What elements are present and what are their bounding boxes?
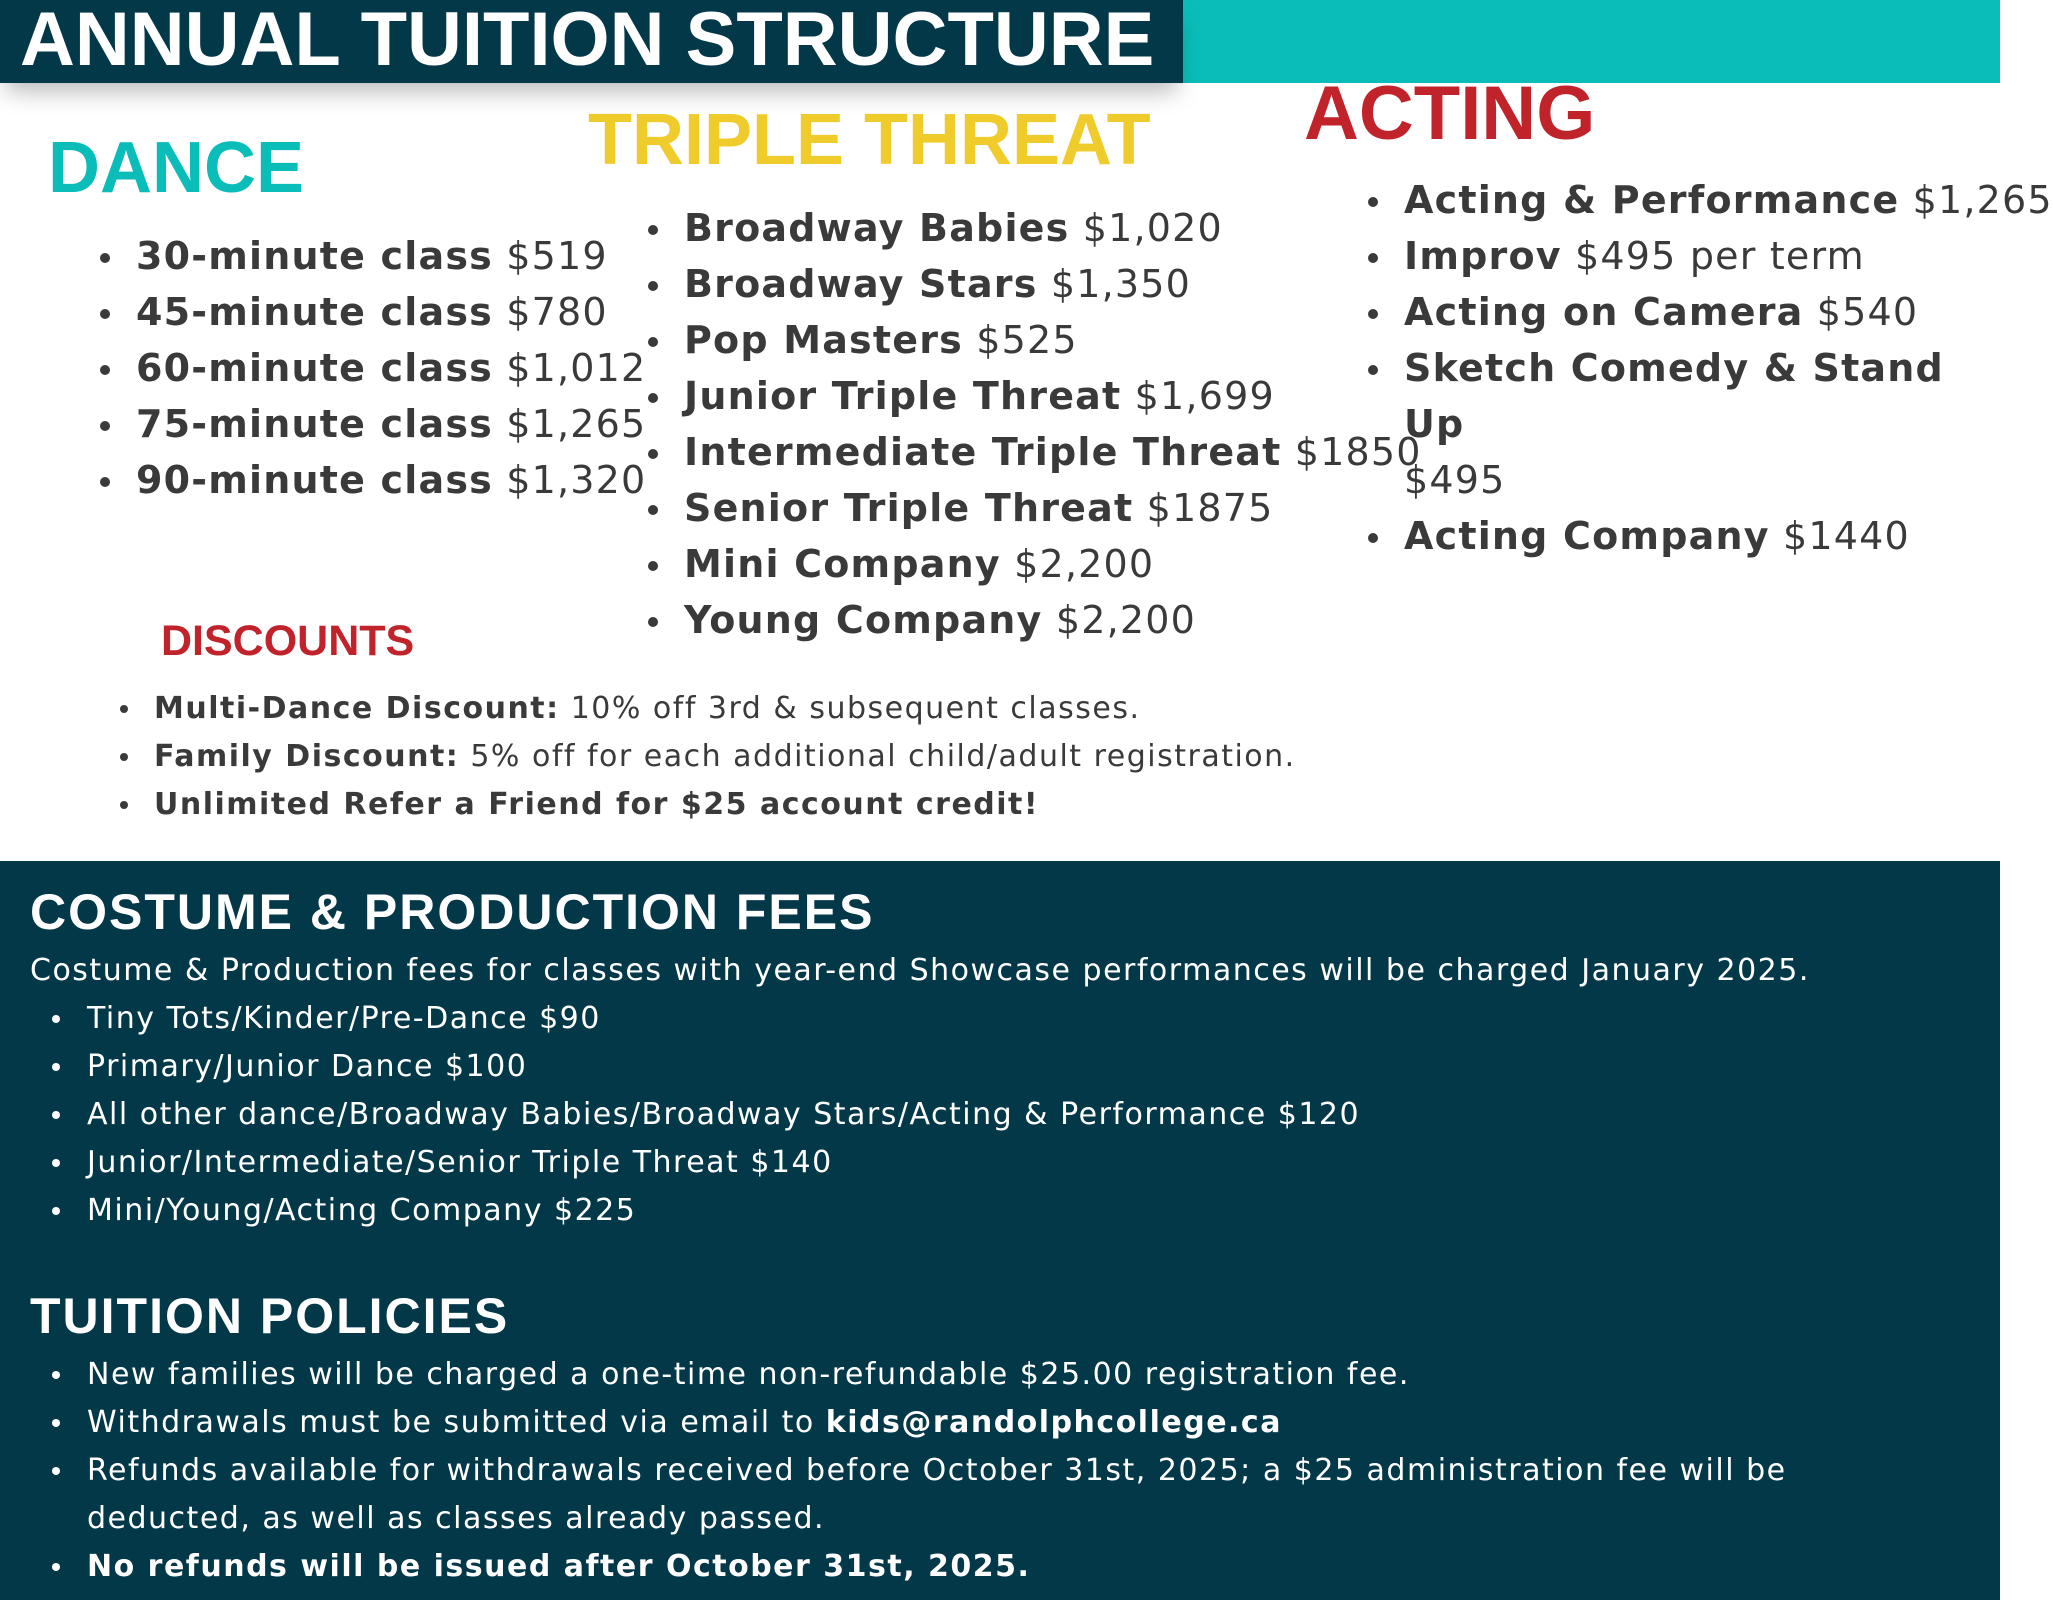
acting-heading: ACTING: [1304, 71, 1596, 156]
class-name: Acting on Camera: [1404, 290, 1804, 334]
class-name: 30-minute class: [136, 234, 493, 278]
discount-label: Family Discount:: [154, 739, 460, 774]
list-item: Junior/Intermediate/Senior Triple Threat $140: [30, 1139, 1360, 1187]
list-item: [96, 452, 646, 508]
class-name: 75-minute class: [136, 402, 493, 446]
class-name: Pop Masters: [684, 318, 963, 362]
withdrawal-text: Withdrawals must be submitted via email to: [87, 1405, 815, 1440]
class-price: $540: [1816, 290, 1919, 334]
discounts-heading: DISCOUNTS: [161, 617, 415, 665]
costume-fees-heading: COSTUME & PRODUCTION FEES: [30, 884, 875, 940]
list-item: [96, 396, 646, 452]
class-price: $1,699: [1134, 374, 1275, 418]
class-name: Broadway Babies: [684, 206, 1070, 250]
class-name: Intermediate Triple Threat: [684, 430, 1282, 474]
list-item: Primary/Junior Dance $100: [30, 1043, 1360, 1091]
tuition-policies-heading: TUITION POLICIES: [30, 1288, 510, 1344]
list-item: All other dance/Broadway Babies/Broadway Stars/Acting & Performance $120: [30, 1091, 1360, 1139]
list-item: [96, 284, 646, 340]
acting-price-list: [1364, 172, 2053, 564]
list-item: [644, 592, 1422, 648]
costume-fees-intro: Costume & Production fees for classes with year-end Showcase performances will be charged January 2025.: [30, 953, 1810, 988]
list-item: [1364, 508, 2053, 564]
class-name: 90-minute class: [136, 458, 493, 502]
class-price: $1,350: [1050, 262, 1192, 306]
class-name: Mini Company: [684, 542, 1001, 586]
discount-list: [116, 685, 1296, 829]
tuition-policies-list: [30, 1351, 1847, 1591]
list-item: [30, 1399, 1847, 1447]
dance-heading: DANCE: [48, 128, 305, 208]
class-price: $525: [976, 318, 1078, 362]
class-price: $1,265: [506, 402, 647, 446]
dance-price-list: [96, 228, 646, 508]
list-item: [644, 312, 1422, 368]
triple-threat-price-list: [644, 200, 1422, 648]
list-item: [116, 781, 1296, 829]
discount-text: 10% off 3rd & subsequent classes.: [570, 691, 1141, 726]
list-item: [96, 228, 646, 284]
discount-label: Unlimited Refer a Friend for $25 account credit!: [154, 787, 1040, 822]
class-name: Broadway Stars: [684, 262, 1038, 306]
class-price: $1,320: [506, 458, 647, 502]
withdrawal-email-link[interactable]: kids@randolphcollege.ca: [825, 1405, 1282, 1440]
costume-fees-list: [30, 995, 1360, 1235]
class-price: $1,265: [1912, 178, 2053, 222]
class-price: $1440: [1782, 514, 1910, 558]
list-item: [644, 368, 1422, 424]
list-item: [30, 1543, 1847, 1591]
class-price: $780: [506, 290, 608, 334]
class-name: Sketch Comedy & Stand Up: [1404, 346, 1944, 446]
class-name: Improv: [1404, 234, 1562, 278]
list-item: [1364, 284, 2053, 340]
class-name: 60-minute class: [136, 346, 493, 390]
list-item: Tiny Tots/Kinder/Pre-Dance $90: [30, 995, 1360, 1043]
list-item: [116, 685, 1296, 733]
list-item: [96, 340, 646, 396]
discount-label: Multi-Dance Discount:: [154, 691, 560, 726]
class-name: Junior Triple Threat: [684, 374, 1122, 418]
class-price: $2,200: [1055, 598, 1196, 642]
class-price: $1875: [1146, 486, 1274, 530]
class-price: $1,020: [1082, 206, 1223, 250]
list-item: [1364, 228, 2053, 284]
class-name: Acting & Performance: [1404, 178, 1900, 222]
list-item: New families will be charged a one-time non-refundable $25.00 registration fee.: [30, 1351, 1847, 1399]
class-price: $495: [1404, 458, 1506, 502]
list-item: [644, 200, 1422, 256]
class-name: Young Company: [684, 598, 1043, 642]
list-item: [1364, 340, 1964, 508]
class-name: Senior Triple Threat: [684, 486, 1134, 530]
list-item: Refunds available for withdrawals received before October 31st, 2025; a $25 administration fee will be deducted, as well as classes already passed.: [30, 1447, 1847, 1543]
class-price: $519: [506, 234, 608, 278]
list-item: Mini/Young/Acting Company $225: [30, 1187, 1360, 1235]
fees-and-policies-panel: [0, 861, 2000, 1600]
list-item: [116, 733, 1296, 781]
class-name: 45-minute class: [136, 290, 493, 334]
class-price: $1850: [1294, 430, 1422, 474]
list-item: [644, 256, 1422, 312]
list-item: [644, 424, 1422, 480]
class-price: $495 per term: [1575, 234, 1865, 278]
class-price: $1,012: [506, 346, 647, 390]
page-title: ANNUAL TUITION STRUCTURE: [20, 0, 1155, 82]
no-refunds-notice: No refunds will be issued after October 31st, 2025.: [87, 1549, 1031, 1584]
class-name: Acting Company: [1404, 514, 1770, 558]
class-price: $2,200: [1014, 542, 1155, 586]
list-item: [1364, 172, 2053, 228]
discount-text: 5% off for each additional child/adult registration.: [470, 739, 1296, 774]
list-item: [644, 480, 1422, 536]
list-item: [644, 536, 1422, 592]
triple-threat-heading: TRIPLE THREAT: [588, 100, 1151, 180]
